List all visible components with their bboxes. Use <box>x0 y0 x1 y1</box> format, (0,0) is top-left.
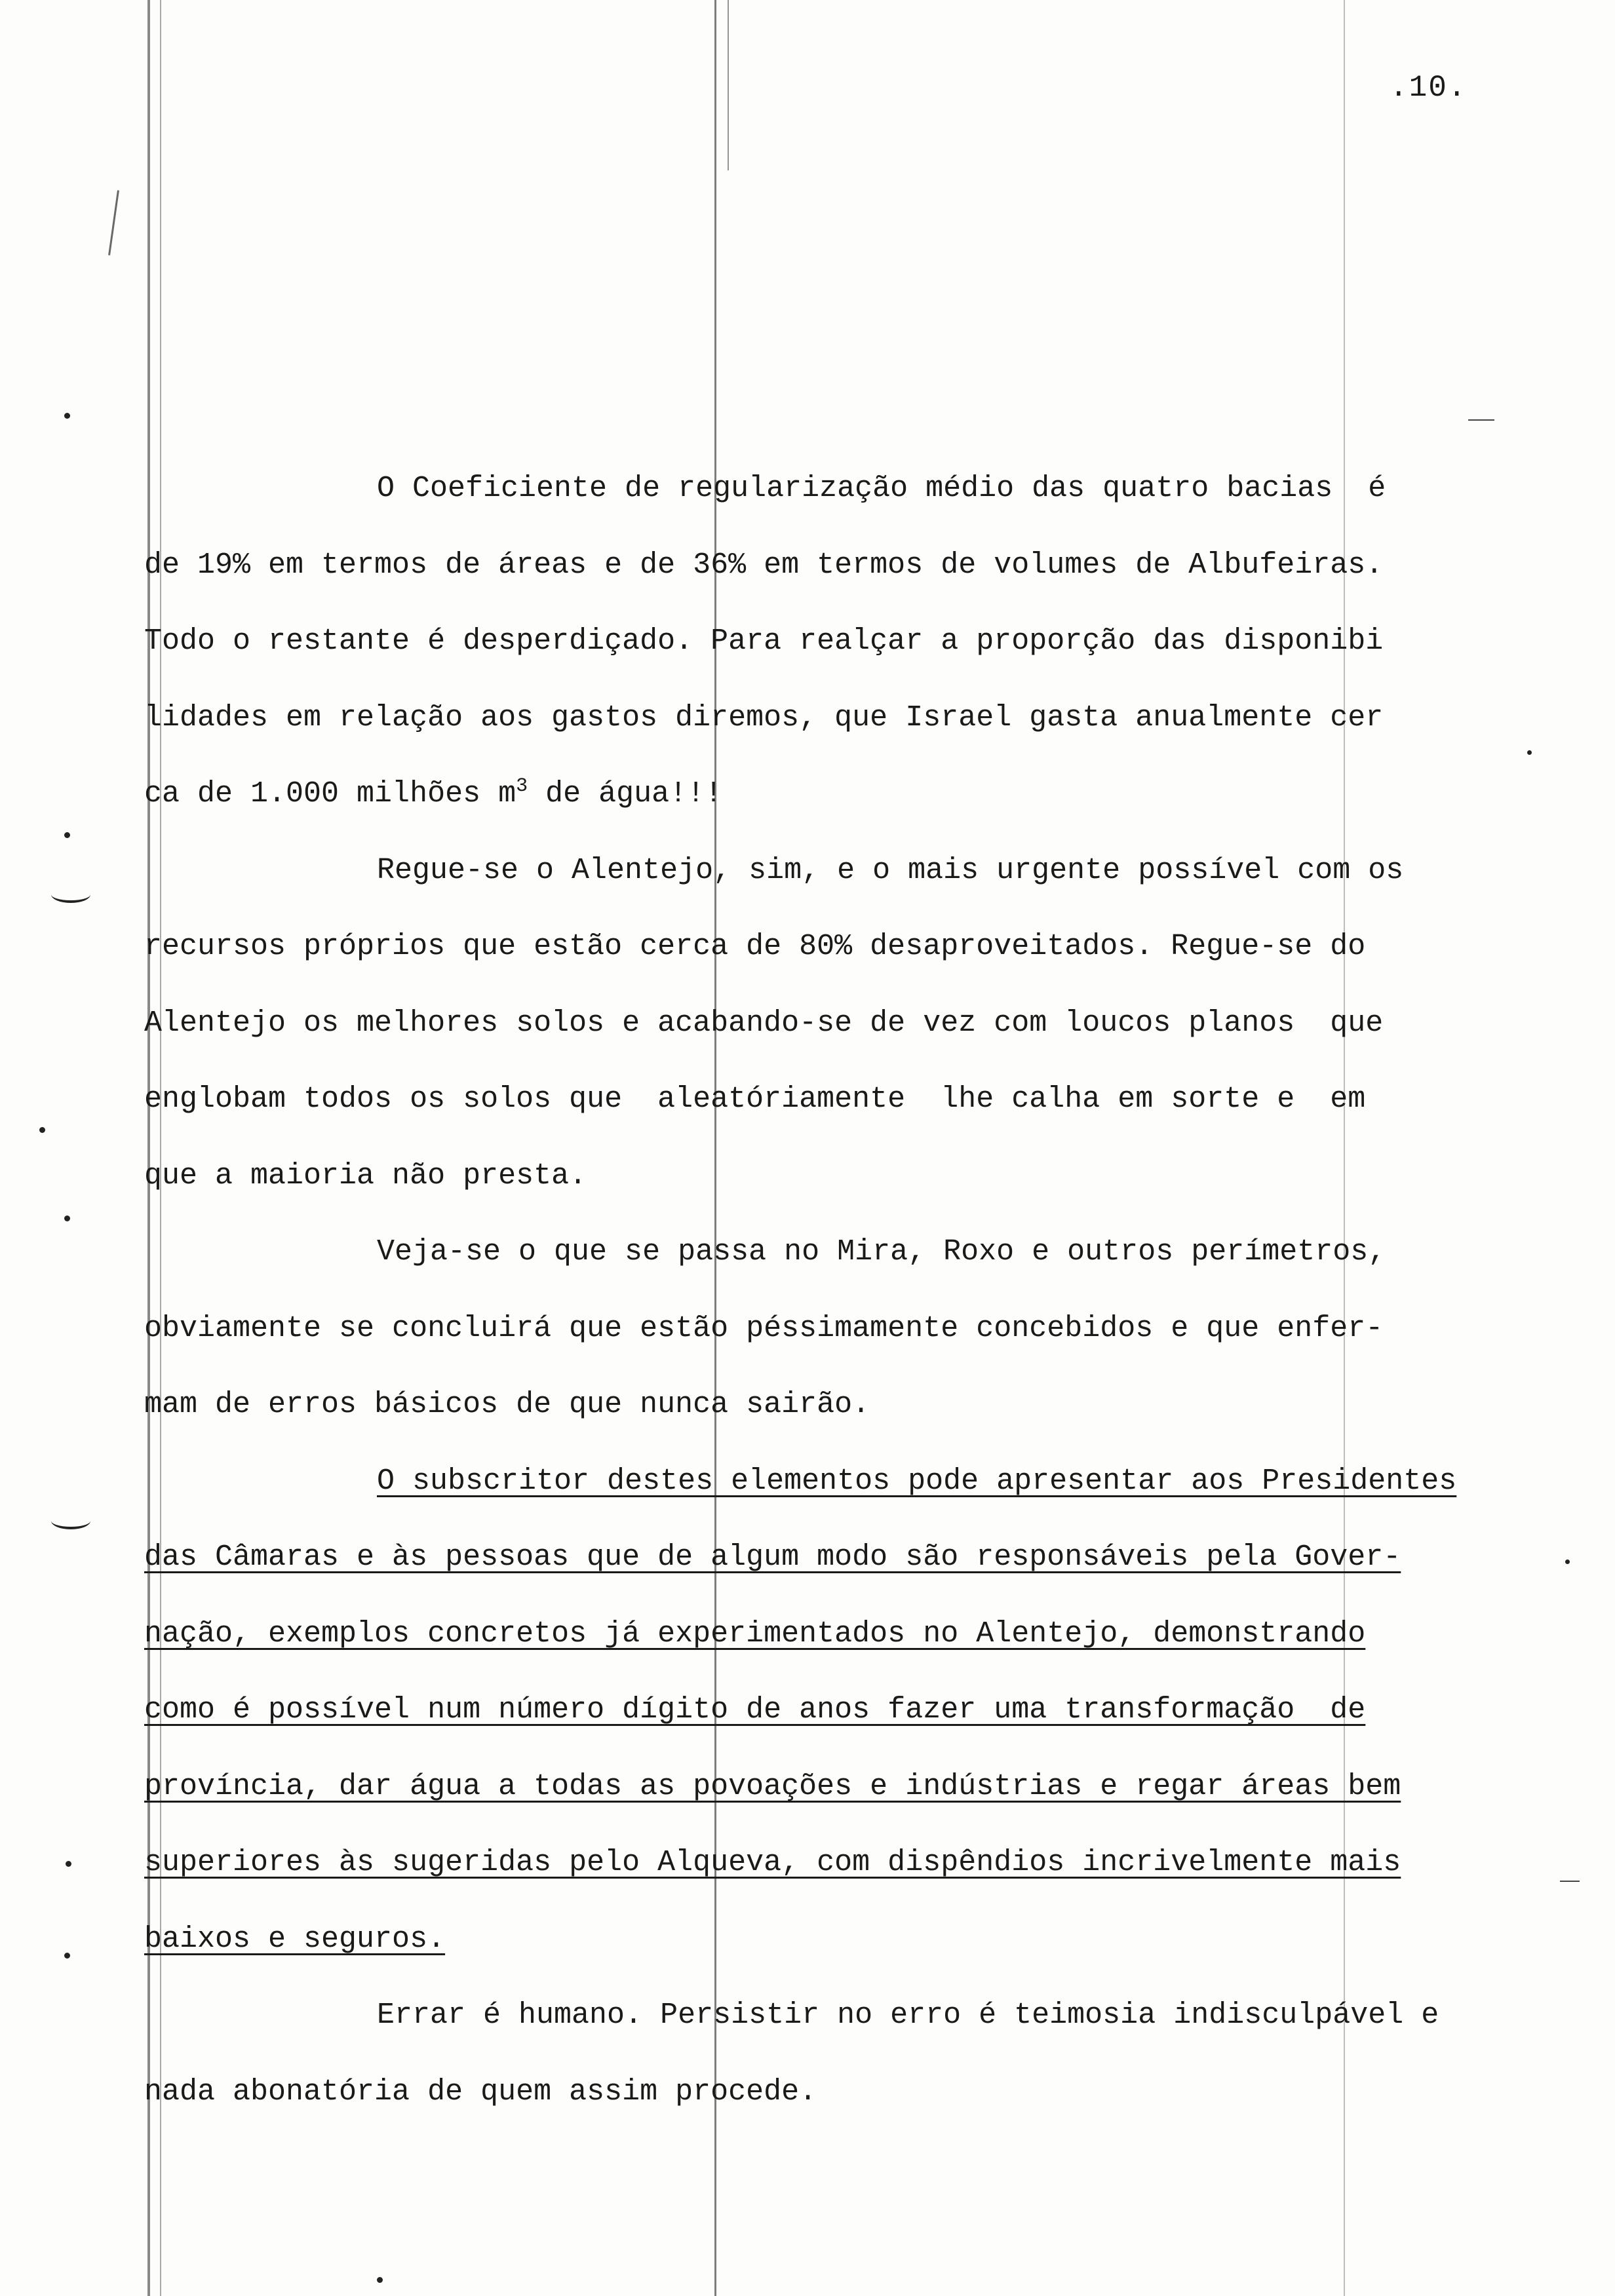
paragraph-4-underlined <box>144 1444 1573 1978</box>
scan-artifact-dash <box>1468 419 1494 421</box>
scan-artifact-mark <box>51 886 90 903</box>
scan-artifact-dot <box>64 1215 70 1221</box>
text-line <box>144 1902 1573 1978</box>
line-text: ca de 1.000 milhões m <box>144 777 516 811</box>
text-line <box>144 603 1573 680</box>
underlined-text: província, dar água a todas as povoações e indústrias e regar áreas bem <box>144 1769 1401 1803</box>
line-text: de água!!! <box>528 777 723 811</box>
underlined-text: superiores às sugeridas pelo Alqueva, com dispêndios incrivelmente mais <box>144 1846 1401 1879</box>
text-line <box>144 1367 1573 1444</box>
text-line <box>144 1825 1573 1902</box>
text-line <box>144 1672 1573 1749</box>
line-text: englobam todos os solos que aleatóriamente lhe calha em sorte e em <box>144 1082 1366 1116</box>
text-line <box>144 756 1573 833</box>
scan-artifact-dot <box>66 1861 71 1867</box>
underlined-text: nação, exemplos concretos já experimentados no Alentejo, demonstrando <box>144 1617 1366 1651</box>
text-line <box>144 1138 1573 1215</box>
text-line <box>144 1596 1573 1673</box>
text-line <box>144 2054 1573 2131</box>
scan-artifact-dot <box>64 1953 70 1959</box>
page-number: .10. <box>1390 71 1468 105</box>
text-line <box>144 909 1573 985</box>
line-text: Todo o restante é desperdiçado. Para realçar a proporção das disponibi <box>144 624 1384 658</box>
line-text: Alentejo os melhores solos e acabando-se de vez com loucos planos que <box>144 1006 1384 1040</box>
paragraph-3 <box>144 1214 1573 1444</box>
line-text: lidades em relação aos gastos diremos, que Israel gasta anualmente cer <box>144 700 1384 735</box>
text-line <box>144 833 1573 909</box>
scan-artifact-dot <box>64 413 70 419</box>
underlined-text: baixos e seguros. <box>144 1922 446 1956</box>
scan-artifact-dot <box>64 832 70 838</box>
text-line <box>144 527 1573 604</box>
text-line <box>144 1749 1573 1826</box>
superscript: 3 <box>516 775 528 797</box>
paragraph-5 <box>144 1978 1573 2130</box>
text-line <box>144 1520 1573 1596</box>
scan-artifact-dot <box>39 1127 45 1133</box>
scan-artifact-mark <box>51 1512 90 1529</box>
text-line <box>144 985 1573 1062</box>
line-text: obviamente se concluirá que estão péssimamente concebidos e que enfer- <box>144 1311 1384 1345</box>
text-line <box>144 680 1573 757</box>
text-line <box>144 451 1573 527</box>
scan-artifact-line <box>728 0 729 170</box>
text-line <box>144 1978 1573 2054</box>
line-text: nada abonatória de quem assim procede. <box>144 2075 817 2109</box>
line-text: que a maioria não presta. <box>144 1158 587 1193</box>
underlined-text: das Câmaras e às pessoas que de algum modo são responsáveis pela Gover- <box>144 1540 1401 1574</box>
paragraph-2 <box>144 833 1573 1215</box>
line-text: Veja-se o que se passa no Mira, Roxo e outros perímetros, <box>377 1235 1386 1269</box>
line-text: O Coeficiente de regularização médio das quatro bacias é <box>377 472 1386 505</box>
paragraph-1 <box>144 451 1573 833</box>
line-text: mam de erros básicos de que nunca sairão. <box>144 1388 870 1421</box>
underlined-text: como é possível num número dígito de anos fazer uma transformação de <box>144 1693 1366 1727</box>
text-line <box>144 1444 1573 1520</box>
line-text: recursos próprios que estão cerca de 80% desaproveitados. Regue-se do <box>144 930 1366 963</box>
scan-artifact-dot <box>377 2277 383 2283</box>
line-text: de 19% em termos de áreas e de 36% em termos de volumes de Albufeiras. <box>144 548 1384 582</box>
scan-artifact-line <box>108 190 119 255</box>
line-text: Errar é humano. Persistir no erro é teimosia indisculpável e <box>377 1999 1439 2032</box>
document-body <box>144 451 1573 2130</box>
line-text: Regue-se o Alentejo, sim, e o mais urgente possível com os <box>377 853 1404 887</box>
text-line <box>144 1214 1573 1291</box>
text-line <box>144 1062 1573 1138</box>
underlined-text: O subscritor destes elementos pode apresentar aos Presidentes <box>377 1464 1457 1498</box>
text-line <box>144 1291 1573 1368</box>
